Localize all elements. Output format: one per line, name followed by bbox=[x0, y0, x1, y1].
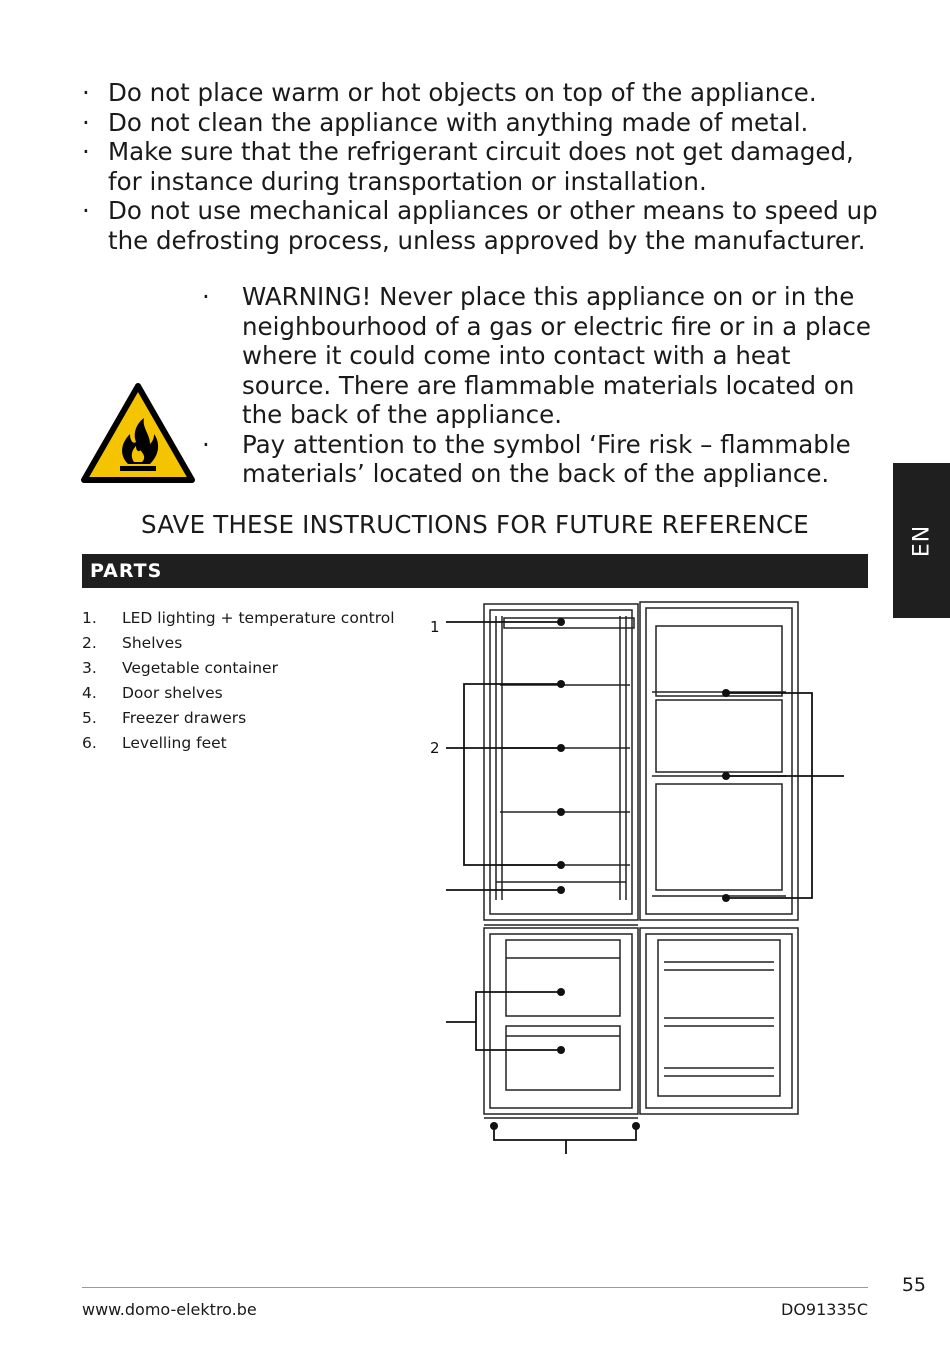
warning-item: · Pay attention to the symbol ‘Fire risk – flammable materials’ located on the back of the appliance. bbox=[200, 430, 880, 489]
fire-warning-icon bbox=[80, 382, 196, 484]
parts-item bbox=[82, 656, 395, 681]
parts-item bbox=[82, 681, 395, 706]
footer-divider bbox=[82, 1287, 868, 1288]
warning-item: · WARNING! Never place this appliance on or in the neighbourhood of a gas or electric fire or in a place where it could come into contact with a heat source. There are flammable materials located on the back of the appliance. bbox=[200, 282, 880, 430]
parts-item-number: 6. bbox=[82, 734, 97, 752]
footer-url: www.domo-elektro.be bbox=[82, 1300, 257, 1319]
model-number: DO91335C bbox=[781, 1300, 868, 1319]
parts-item-number: 4. bbox=[82, 684, 97, 702]
parts-item-label: Freezer drawers bbox=[122, 709, 247, 727]
parts-item bbox=[82, 706, 395, 731]
language-tab bbox=[893, 463, 950, 618]
parts-item-label: LED lighting + temperature control bbox=[122, 609, 395, 627]
save-instructions-heading: SAVE THESE INSTRUCTIONS FOR FUTURE REFERENCE bbox=[141, 510, 809, 539]
language-tab-label: EN bbox=[909, 524, 934, 557]
bullet-item: · Do not clean the appliance with anything made of metal. bbox=[80, 108, 880, 138]
diagram-callout-2: 2 bbox=[430, 739, 440, 757]
warning-list bbox=[200, 282, 880, 489]
parts-item-label: Shelves bbox=[122, 634, 183, 652]
parts-item bbox=[82, 606, 395, 631]
parts-item-label: Vegetable container bbox=[122, 659, 278, 677]
parts-item-number: 1. bbox=[82, 609, 97, 627]
diagram-callout-1: 1 bbox=[430, 618, 440, 636]
parts-item-number: 2. bbox=[82, 634, 97, 652]
safety-bullets bbox=[80, 78, 880, 255]
bullet-item: · Make sure that the refrigerant circuit does not get damaged, for instance during transportation or installation. bbox=[80, 137, 880, 196]
parts-item-number: 5. bbox=[82, 709, 97, 727]
fridge-parts-diagram bbox=[430, 600, 850, 1160]
page-number: 55 bbox=[901, 1274, 926, 1296]
parts-list bbox=[82, 606, 395, 756]
parts-item bbox=[82, 731, 395, 756]
parts-item-label: Levelling feet bbox=[122, 734, 227, 752]
bullet-item: · Do not place warm or hot objects on top of the appliance. bbox=[80, 78, 880, 108]
parts-item bbox=[82, 631, 395, 656]
parts-heading: PARTS bbox=[82, 554, 868, 588]
parts-item-number: 3. bbox=[82, 659, 97, 677]
parts-item-label: Door shelves bbox=[122, 684, 223, 702]
bullet-item: · Do not use mechanical appliances or other means to speed up the defrosting process, unless approved by the manufacturer. bbox=[80, 196, 880, 255]
